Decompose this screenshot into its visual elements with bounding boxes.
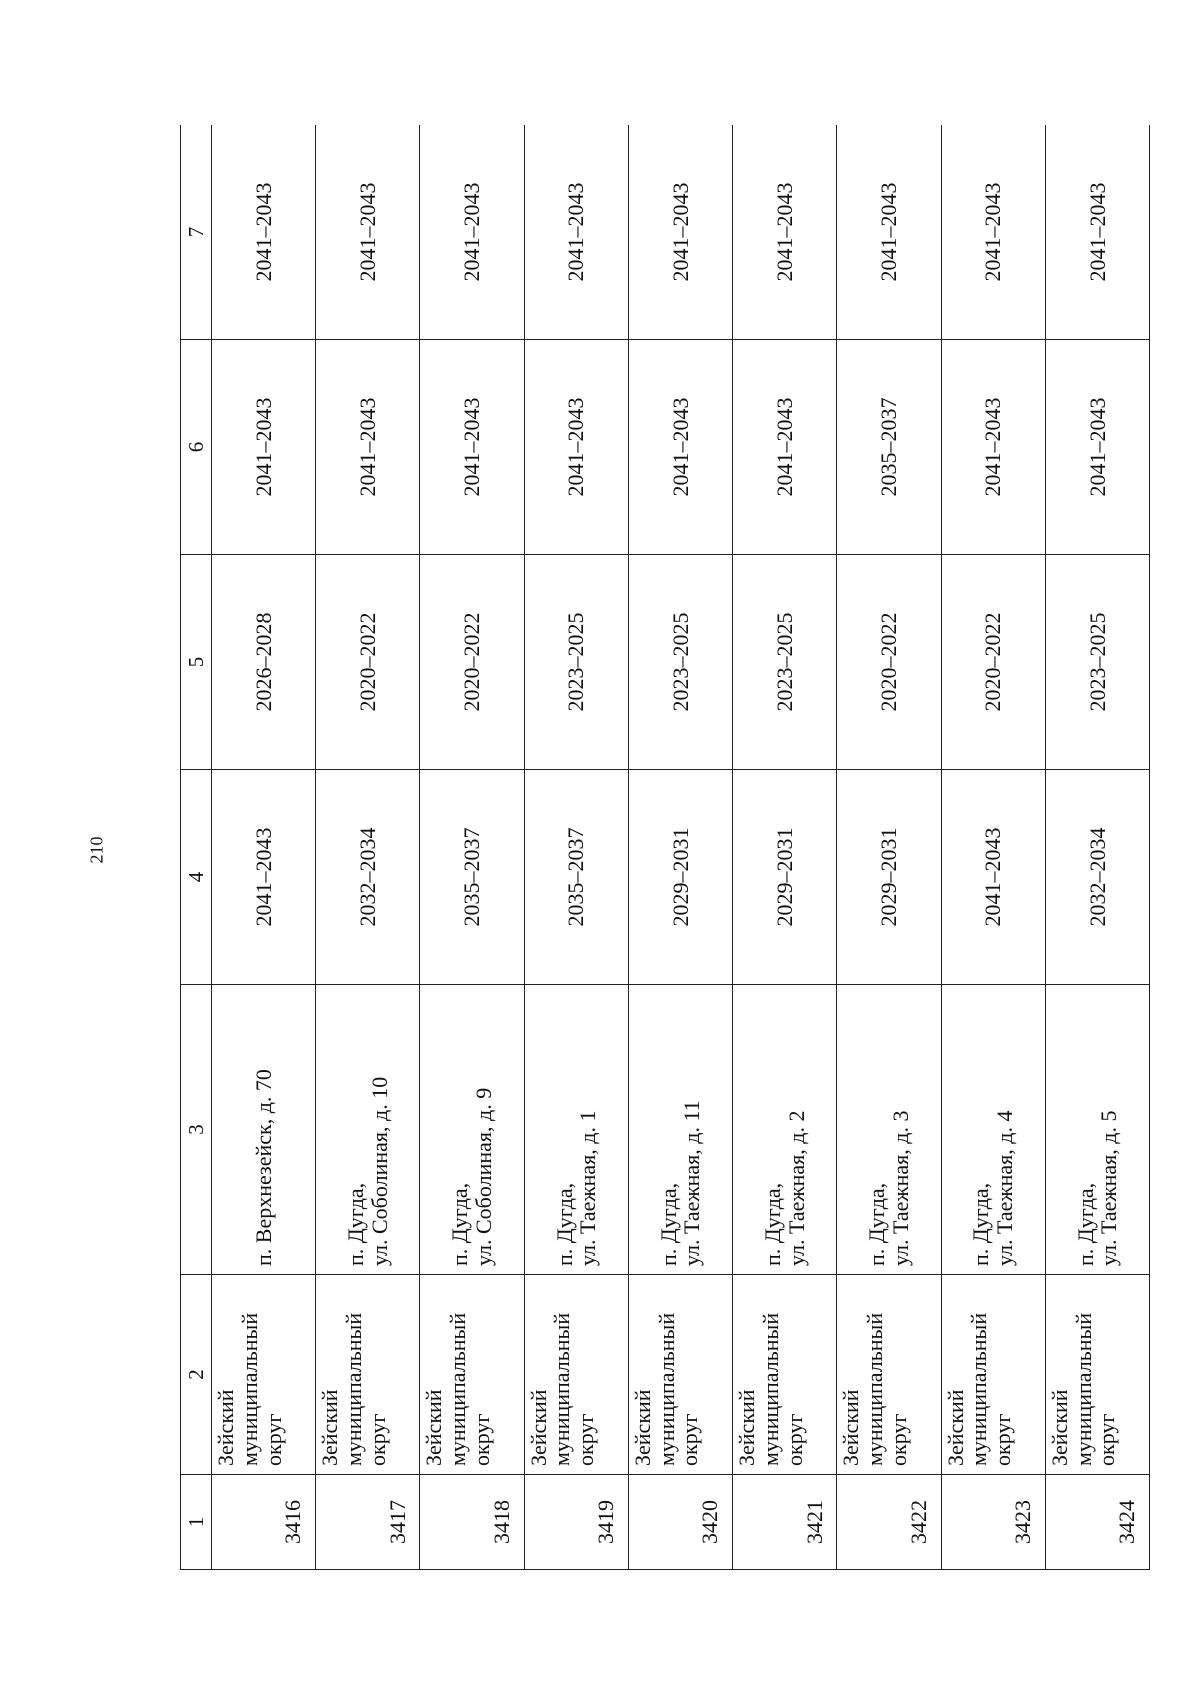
row-number: 3421 <box>733 1475 837 1570</box>
address-text: п. Дугда, ул. Соболиная, д. 10 <box>343 1076 392 1266</box>
period-col4-cell: 2041–2043 <box>941 770 1045 985</box>
rotated-table-frame <box>180 125 1150 1570</box>
table-row <box>628 125 732 1570</box>
table-container <box>180 125 1150 1570</box>
column-header: 4 <box>181 770 212 985</box>
municipality-text: Зейский муниципальный округ <box>213 1312 286 1466</box>
table-row <box>733 125 837 1570</box>
municipality-text: Зейский муниципальный округ <box>942 1312 1016 1466</box>
address-cell <box>316 985 420 1275</box>
table-row <box>316 125 420 1570</box>
municipality-text: Зейский муниципальный округ <box>734 1312 807 1466</box>
column-header: 5 <box>181 555 212 770</box>
table-row <box>941 125 1045 1570</box>
column-header: 2 <box>181 1275 212 1475</box>
period-col4-cell: 2029–2031 <box>733 770 837 985</box>
row-number: 3419 <box>524 1475 628 1570</box>
table-row <box>524 125 628 1570</box>
period-col5-cell: 2023–2025 <box>524 555 628 770</box>
municipality-cell <box>837 1275 941 1475</box>
period-col6-cell: 2041–2043 <box>420 340 524 555</box>
address-text: п. Дугда, ул. Таежная, д. 5 <box>1072 1110 1122 1266</box>
table-row <box>212 125 316 1570</box>
table-row <box>837 125 941 1570</box>
period-col7-cell: 2041–2043 <box>837 125 941 340</box>
period-col7-cell: 2041–2043 <box>524 125 628 340</box>
row-number: 3423 <box>941 1475 1045 1570</box>
address-text: п. Верхнезейск, д. 70 <box>250 1069 276 1266</box>
column-header: 3 <box>181 985 212 1275</box>
period-col7-cell: 2041–2043 <box>941 125 1045 340</box>
period-col7-cell: 2041–2043 <box>628 125 732 340</box>
municipality-text: Зейский муниципальный округ <box>317 1312 390 1466</box>
column-header: 7 <box>181 125 212 340</box>
period-col4-cell: 2029–2031 <box>837 770 941 985</box>
municipality-cell <box>733 1275 837 1475</box>
municipality-cell <box>628 1275 732 1475</box>
municipality-text: Зейский муниципальный округ <box>421 1312 494 1466</box>
address-cell <box>524 985 628 1275</box>
municipality-text: Зейский муниципальный округ <box>1046 1312 1120 1466</box>
address-cell <box>1045 985 1149 1275</box>
address-text: п. Дугда, ул. Таежная, д. 3 <box>864 1110 913 1266</box>
address-text: п. Дугда, ул. Таежная, д. 4 <box>968 1110 1018 1266</box>
address-cell <box>837 985 941 1275</box>
data-table <box>180 125 1150 1570</box>
row-number: 3424 <box>1045 1475 1149 1570</box>
period-col6-cell: 2041–2043 <box>1045 340 1149 555</box>
column-header: 1 <box>181 1475 212 1570</box>
municipality-cell <box>212 1275 316 1475</box>
address-cell <box>941 985 1045 1275</box>
period-col4-cell: 2041–2043 <box>212 770 316 985</box>
period-col5-cell: 2020–2022 <box>837 555 941 770</box>
period-col7-cell: 2041–2043 <box>316 125 420 340</box>
address-cell <box>733 985 837 1275</box>
address-text: п. Дугда, ул. Соболиная, д. 9 <box>447 1087 497 1266</box>
period-col6-cell: 2041–2043 <box>316 340 420 555</box>
row-number: 3420 <box>628 1475 732 1570</box>
period-col6-cell: 2041–2043 <box>212 340 316 555</box>
municipality-cell <box>1045 1275 1149 1475</box>
municipality-cell <box>316 1275 420 1475</box>
address-cell <box>628 985 732 1275</box>
period-col7-cell: 2041–2043 <box>420 125 524 340</box>
municipality-text: Зейский муниципальный округ <box>629 1312 703 1466</box>
municipality-cell <box>941 1275 1045 1475</box>
row-number: 3418 <box>420 1475 524 1570</box>
period-col5-cell: 2023–2025 <box>1045 555 1149 770</box>
address-cell <box>212 985 316 1275</box>
period-col5-cell: 2020–2022 <box>316 555 420 770</box>
period-col5-cell: 2023–2025 <box>628 555 732 770</box>
address-text: п. Дугда, ул. Таежная, д. 2 <box>759 1110 809 1266</box>
period-col4-cell: 2035–2037 <box>524 770 628 985</box>
period-col6-cell: 2035–2037 <box>837 340 941 555</box>
municipality-cell <box>524 1275 628 1475</box>
period-col5-cell: 2020–2022 <box>941 555 1045 770</box>
column-header: 6 <box>181 340 212 555</box>
page-number: 210 <box>86 836 107 864</box>
municipality-text: Зейский муниципальный округ <box>525 1312 599 1466</box>
period-col4-cell: 2029–2031 <box>628 770 732 985</box>
table-header-row <box>181 125 212 1570</box>
period-col4-cell: 2032–2034 <box>316 770 420 985</box>
row-number: 3417 <box>316 1475 420 1570</box>
period-col5-cell: 2020–2022 <box>420 555 524 770</box>
table-row <box>420 125 524 1570</box>
period-col6-cell: 2041–2043 <box>524 340 628 555</box>
period-col7-cell: 2041–2043 <box>733 125 837 340</box>
municipality-text: Зейский муниципальный округ <box>838 1312 911 1466</box>
address-text: п. Дугда, ул. Таежная, д. 1 <box>551 1110 601 1266</box>
period-col5-cell: 2023–2025 <box>733 555 837 770</box>
period-col7-cell: 2041–2043 <box>1045 125 1149 340</box>
period-col4-cell: 2032–2034 <box>1045 770 1149 985</box>
period-col6-cell: 2041–2043 <box>941 340 1045 555</box>
period-col4-cell: 2035–2037 <box>420 770 524 985</box>
period-col5-cell: 2026–2028 <box>212 555 316 770</box>
row-number: 3416 <box>212 1475 316 1570</box>
address-cell <box>420 985 524 1275</box>
table-row <box>1045 125 1149 1570</box>
address-text: п. Дугда, ул. Таежная, д. 11 <box>655 1100 705 1266</box>
municipality-cell <box>420 1275 524 1475</box>
period-col7-cell: 2041–2043 <box>212 125 316 340</box>
period-col6-cell: 2041–2043 <box>733 340 837 555</box>
period-col6-cell: 2041–2043 <box>628 340 732 555</box>
row-number: 3422 <box>837 1475 941 1570</box>
